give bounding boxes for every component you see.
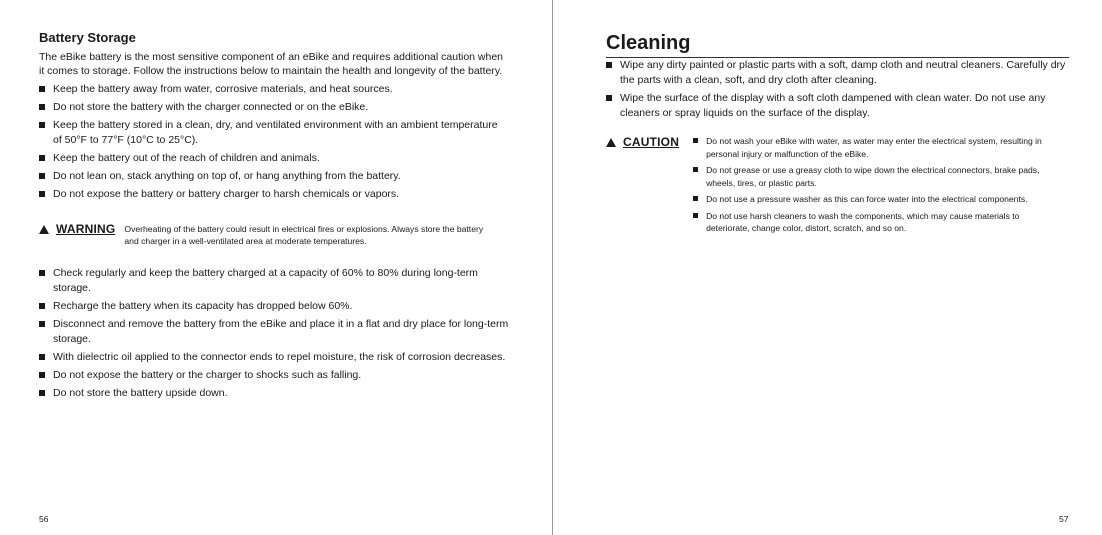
left-page — [39, 30, 509, 404]
list-item — [39, 386, 509, 401]
bullet-square-icon — [39, 321, 45, 327]
page-number-right: 57 — [1059, 514, 1069, 524]
list-item — [39, 118, 509, 148]
bullet-square-icon — [39, 86, 45, 92]
list-item-text: Do not lean on, stack anything on top of, or hang anything from the battery. — [53, 170, 401, 182]
bullet-square-icon — [39, 354, 45, 360]
list-item-text: With dielectric oil applied to the connector ends to repel moisture, the risk of corrosion decreases. — [53, 351, 506, 363]
list-item-text: Do not use harsh cleaners to wash the components, which may cause materials to deteriorate, change color, distort, scratch, and so on. — [706, 210, 1020, 233]
intro-paragraph: The eBike battery is the most sensitive component of an eBike and requires additional caution when it comes to storage. Follow the instructions below to maintain the health and longevity of the battery. — [39, 51, 504, 77]
bullet-square-icon — [693, 196, 698, 201]
warning-notice — [39, 221, 509, 247]
list-item-text: Disconnect and remove the battery from the eBike and place it in a flat and dry place for long-term storage. — [53, 318, 509, 345]
bullet-square-icon — [693, 213, 698, 218]
bullet-square-icon — [39, 122, 45, 128]
cleaning-bullet-list — [606, 58, 1070, 121]
list-item — [39, 151, 509, 166]
bullet-square-icon — [39, 270, 45, 276]
list-item — [39, 100, 509, 115]
list-item — [693, 135, 1059, 160]
page-number-left: 56 — [39, 514, 49, 524]
list-item — [39, 299, 509, 314]
caution-label: CAUTION — [623, 135, 680, 149]
list-item — [39, 169, 509, 184]
list-item — [606, 58, 1070, 88]
list-item-text: Do not use a pressure washer as this can force water into the electrical components. — [706, 194, 1028, 204]
list-item — [693, 210, 1059, 235]
bullet-square-icon — [39, 104, 45, 110]
list-item — [693, 164, 1059, 189]
list-item-text: Do not store the battery upside down. — [53, 387, 228, 399]
warning-heading — [39, 222, 115, 236]
list-item — [39, 187, 509, 202]
list-item-text: Do not expose the battery or the charger to shocks such as falling. — [53, 369, 362, 381]
list-item-text: Keep the battery away from water, corrosive materials, and heat sources. — [53, 83, 393, 95]
list-item-text: Do not grease or use a greasy cloth to wipe down the electrical connectors, brake pads, wheels, tires, or plastic parts. — [706, 165, 1040, 188]
page-gutter-divider — [552, 0, 553, 535]
bullet-square-icon — [39, 191, 45, 197]
list-item — [693, 193, 1059, 206]
warning-triangle-icon — [39, 225, 49, 234]
list-item-text: Keep the battery out of the reach of children and animals. — [53, 152, 320, 164]
bullet-square-icon — [39, 390, 45, 396]
bullet-square-icon — [39, 173, 45, 179]
storage-bullet-list — [39, 82, 509, 202]
list-item — [606, 91, 1070, 121]
caution-bullet-list — [693, 135, 1059, 239]
list-item — [39, 368, 509, 383]
caution-notice — [606, 135, 1070, 239]
right-page — [606, 32, 1070, 239]
list-item-text: Wipe the surface of the display with a soft cloth dampened with clean water. Do not use any cleaners or spray liquids on the surface of the display. — [620, 92, 1046, 119]
bullet-square-icon — [606, 62, 612, 68]
list-item-text: Do not wash your eBike with water, as water may enter the electrical system, resulting in personal injury or malfunction of the eBike. — [706, 136, 1042, 159]
bullet-square-icon — [39, 155, 45, 161]
list-item — [39, 350, 509, 365]
warning-text: Overheating of the battery could result in electrical fires or explosions. Always store the battery and charger in a well-ventilated area at moderate temperatures. — [124, 224, 484, 246]
bullet-square-icon — [693, 138, 698, 143]
list-item-text: Do not store the battery with the charger connected or on the eBike. — [53, 101, 369, 113]
list-item-text: Recharge the battery when its capacity has dropped below 60%. — [53, 300, 353, 312]
caution-heading — [606, 135, 679, 149]
bullet-square-icon — [39, 372, 45, 378]
list-item — [39, 82, 509, 97]
warning-label: WARNING — [56, 222, 116, 236]
list-item-text: Do not expose the battery or battery charger to harsh chemicals or vapors. — [53, 188, 400, 200]
section-title-battery-storage: Battery Storage — [39, 30, 136, 45]
list-item — [39, 266, 509, 296]
bullet-square-icon — [693, 167, 698, 172]
list-item-text: Keep the battery stored in a clean, dry, and ventilated environment with an ambient temperature of 50°F to 77°F (10°C to 25°C). — [53, 119, 498, 146]
section-title-cleaning: Cleaning — [606, 32, 1069, 58]
bullet-square-icon — [606, 95, 612, 101]
charging-bullet-list — [39, 266, 509, 401]
bullet-square-icon — [39, 303, 45, 309]
list-item — [39, 317, 509, 347]
caution-triangle-icon — [606, 138, 616, 147]
list-item-text: Check regularly and keep the battery charged at a capacity of 60% to 80% during long-term storage. — [53, 267, 478, 294]
list-item-text: Wipe any dirty painted or plastic parts with a soft, damp cloth and neutral cleaners. Carefully dry the parts with a clean, soft, and dry cloth after cleaning. — [620, 59, 1066, 86]
